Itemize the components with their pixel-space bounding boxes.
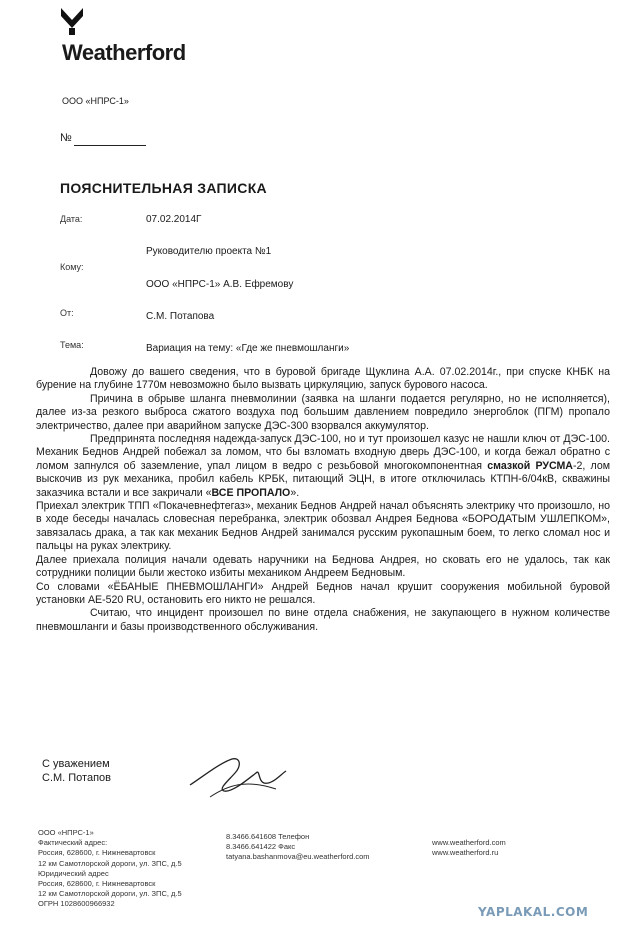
footer-left-line: ОГРН 1028600966932: [38, 899, 115, 909]
paragraph-5: Далее приехала полиция начали одевать наручники на Беднова Андрея, но сковать его не удалось, так как сотрудники полиции были жестоко избиты механиком Андреем Бедновым.: [36, 553, 610, 580]
letter-body: [36, 366, 610, 634]
date-value: 07.02.2014Г: [146, 214, 202, 225]
handwritten-signature-icon: [180, 745, 290, 810]
footer-left-line: Россия, 628600, г. Нижневартовск: [38, 848, 156, 858]
footer-phone: 8.3466.641608 Телефон: [226, 832, 310, 841]
paragraph-2: Причина в обрыве шланга пневмолинии (заявка на шланги подается регулярно, но не исполняется), далее из-за резкого выброса сжатого воздуха под большим давлением повредило энергоблок (ПГМ) пропало электричество, далее при аварийном запуске ДЭС-300 взорвался аккумулятор.: [36, 392, 610, 432]
subject-label: Тема:: [60, 340, 84, 350]
paragraph-3-bold-vse-propalo: ВСЕ ПРОПАЛО: [211, 486, 291, 499]
paragraph-3-bold-rusma: смазкой РУСМА: [487, 459, 573, 472]
logo-text: Weatherford: [62, 40, 186, 65]
document-title: ПОЯСНИТЕЛЬНАЯ ЗАПИСКА: [60, 180, 267, 196]
footer-left-line: ООО «НПРС-1»: [38, 828, 94, 837]
paragraph-7: Считаю, что инцидент произошел по вине отдела снабжения, не закупающего в нужном количестве пневмошланги и базы производственного обслуживания.: [36, 607, 610, 633]
paragraph-1: Довожу до вашего сведения, что в буровой бригаде Щуклина А.А. 07.02.2014г., при спуске КНБК на бурение на глубине 1770м невозможно было вызвать циркуляцию, запуск бурового насоса.: [36, 366, 610, 392]
footer-left-line: Россия, 628600, г. Нижневартовск: [38, 879, 156, 889]
footer-left-line: 12 км Самотлорской дороги, ул. ЗПС, д.5: [38, 889, 182, 899]
from-value: С.М. Потапова: [146, 311, 215, 322]
watermark: YAPLAKAL.COM: [478, 905, 589, 919]
footer-left-line: Юридический адрес: [38, 868, 109, 878]
signature-block: [42, 757, 111, 785]
number-label: №: [60, 132, 72, 144]
footer-websites: [432, 838, 506, 858]
footer-left-line: 12 км Самотлорской дороги, ул. ЗПС, д.5: [38, 858, 182, 868]
paragraph-4: Приехал электрик ТПП «Покачевнефтегаз», механик Беднов Андрей начал объяснять электрику что произошло, но в ходе беседы началась словесная перебранка, электрик обозвал Андрея Беднова «БОРОДАТЫМ УШЛЕПКОМ», завязалась драка, а так как механик Беднов Андрей занимался русским рукопашным боем, то легко сломал нос и пальцы на руках электрику.: [36, 500, 610, 553]
closing-line: С уважением: [42, 758, 110, 770]
footer-contacts: [226, 832, 370, 863]
from-label: От:: [60, 308, 74, 318]
paragraph-3-part-b: -2, лом выскочив из рук механика, пробил кабель КРБК, питающий ЭЦН, в итоге отключилась КТПН-6/04кВ, скважины заказчика встали и все закричали «: [36, 459, 611, 499]
number-underline: [74, 145, 146, 146]
weatherford-logo-icon: [58, 6, 86, 41]
to-line-1: Руководителю проекта №1: [146, 246, 272, 257]
to-line-2: ООО «НПРС-1» А.В. Ефремову: [146, 279, 294, 290]
paragraph-6: Со словами «ЁБАНЫЕ ПНЕВМОШЛАНГИ» Андрей Беднов начал крушит сооружения мобильной буровой установки АЕ-520 RU, остановить его никто не решался.: [36, 580, 610, 606]
footer-left-line: Фактический адрес:: [38, 838, 108, 848]
footer-fax: 8.3466.641422 Факс: [226, 842, 296, 852]
footer-address: [38, 828, 182, 910]
signer-name: С.М. Потапов: [42, 772, 112, 784]
footer-email: tatyana.bashanmova@eu.weatherford.com: [226, 852, 370, 862]
date-label: Дата:: [60, 214, 83, 224]
subject-value: Вариация на тему: «Где же пневмошланги»: [146, 343, 350, 354]
paragraph-3: [36, 433, 610, 500]
footer-website-link: www.weatherford.ru: [432, 848, 499, 858]
footer-website-link: www.weatherford.com: [432, 838, 506, 847]
paragraph-3-part-a: Предпринята последняя надежда-запуск ДЭС-100, но и тут произошел казус не нашли ключ от ДЭС-100. Механик Беднов Андрей побежал за ломом, что бы взломать входную дверь ДЭС-100, и когда бежал обратно с ломом запнулся об заземление, упал лицом в ведро с резьбовой многокомпонентная: [36, 433, 610, 472]
paragraph-3-part-c: ».: [290, 486, 300, 499]
org-name: ООО «НПРС-1»: [62, 96, 129, 106]
to-label: Кому:: [60, 262, 84, 272]
